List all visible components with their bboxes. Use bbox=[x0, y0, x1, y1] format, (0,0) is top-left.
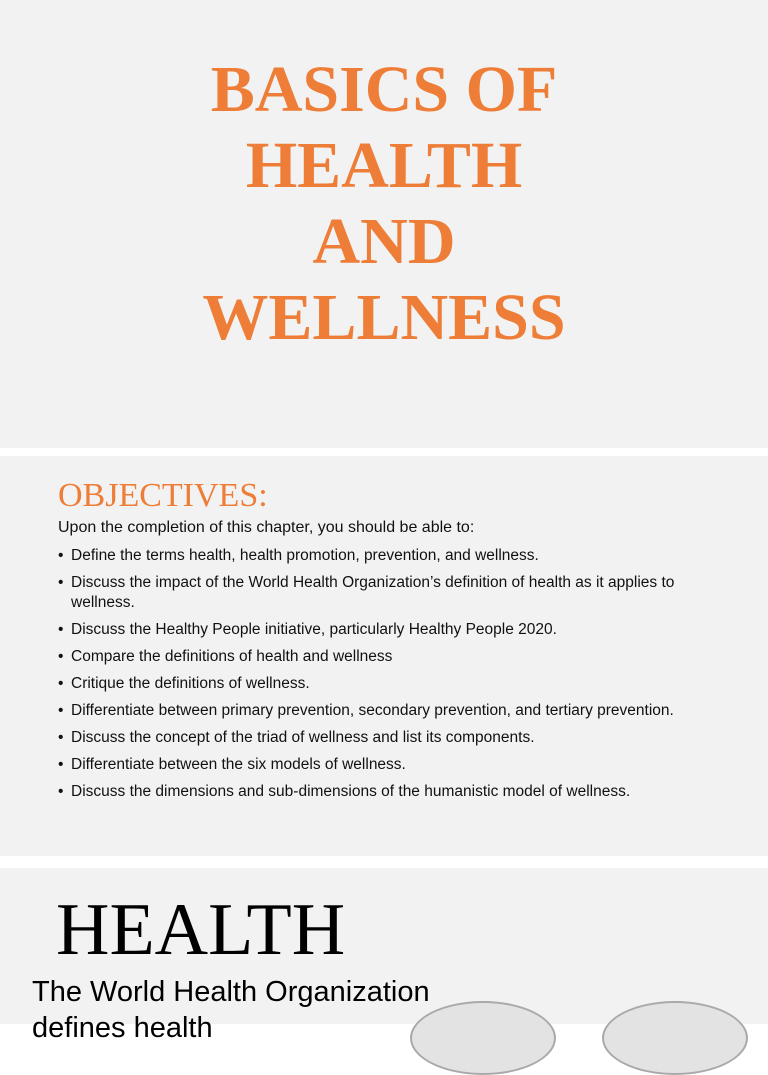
objective-text: Discuss the concept of the triad of wellness and list its components. bbox=[71, 729, 535, 746]
title-line: HEALTH bbox=[245, 129, 523, 202]
objective-text: Differentiate between the six models of wellness. bbox=[71, 756, 406, 773]
main-title bbox=[0, 52, 768, 356]
oval-shape bbox=[410, 1001, 556, 1075]
objective-item bbox=[58, 755, 718, 775]
objectives-slide bbox=[0, 456, 768, 856]
oval-shape bbox=[602, 1001, 748, 1075]
title-slide bbox=[0, 0, 768, 448]
bullet-icon: • bbox=[58, 729, 64, 746]
objective-text: Define the terms health, health promotion, prevention, and wellness. bbox=[71, 547, 539, 564]
objectives-heading: OBJECTIVES: bbox=[58, 477, 268, 514]
objective-item bbox=[58, 546, 718, 566]
bullet-icon: • bbox=[58, 648, 64, 665]
title-line: BASICS OF bbox=[210, 53, 558, 126]
objective-text: Differentiate between primary prevention, secondary prevention, and tertiary prevention. bbox=[71, 702, 674, 719]
objective-item bbox=[58, 701, 718, 721]
objective-text: Discuss the Healthy People initiative, particularly Healthy People 2020. bbox=[71, 621, 557, 638]
objective-text: Discuss the dimensions and sub-dimensions of the humanistic model of wellness. bbox=[71, 783, 631, 800]
objective-item bbox=[58, 620, 718, 640]
bullet-icon: • bbox=[58, 675, 64, 692]
bullet-icon: • bbox=[58, 621, 64, 638]
objective-item bbox=[58, 647, 718, 667]
objective-text: Discuss the impact of the World Health Organization’s definition of health as it applies to wellness. bbox=[71, 574, 675, 611]
objective-item bbox=[58, 782, 718, 802]
bullet-icon: • bbox=[58, 756, 64, 773]
objective-text: Critique the definitions of wellness. bbox=[71, 675, 310, 692]
objective-item bbox=[58, 728, 718, 748]
objectives-intro: Upon the completion of this chapter, you should be able to: bbox=[58, 519, 475, 536]
bullet-icon: • bbox=[58, 574, 64, 591]
objective-item bbox=[58, 573, 718, 613]
title-line: AND bbox=[312, 205, 456, 278]
health-heading: HEALTH bbox=[56, 889, 346, 971]
bullet-icon: • bbox=[58, 783, 64, 800]
objective-item bbox=[58, 674, 718, 694]
health-slide bbox=[0, 868, 768, 1044]
bullet-icon: • bbox=[58, 547, 64, 564]
objectives-list bbox=[58, 546, 718, 809]
title-line: WELLNESS bbox=[202, 281, 566, 354]
health-definition-text: The World Health Organization defines health bbox=[32, 976, 430, 1044]
bullet-icon: • bbox=[58, 702, 64, 719]
objective-text: Compare the definitions of health and wellness bbox=[71, 648, 393, 665]
